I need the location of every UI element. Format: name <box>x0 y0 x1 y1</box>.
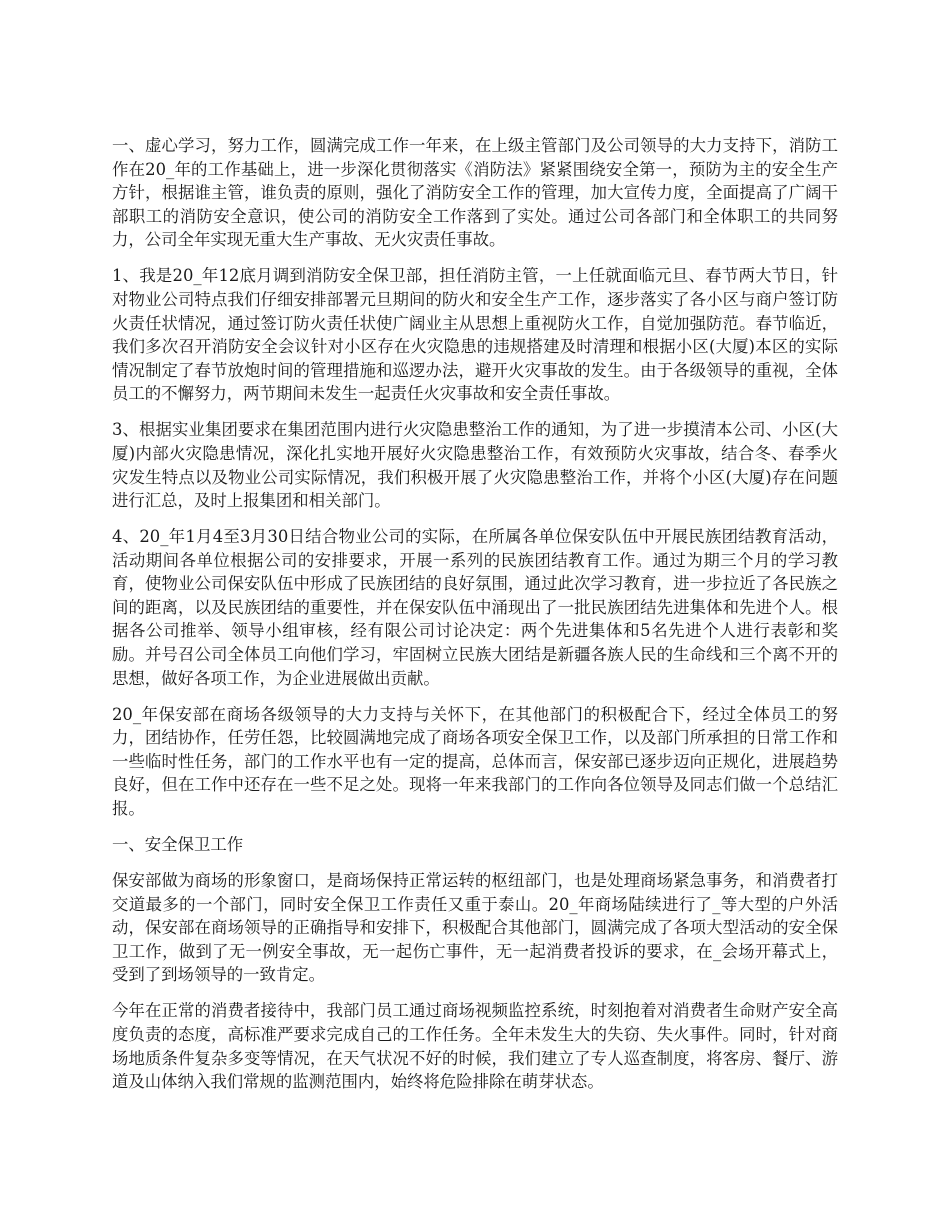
paragraph-2: 1、我是20_年12底月调到消防安全保卫部，担任消防主管，一上任就面临元旦、春节两大节日，针对物业公司特点我们仔细安排部署元旦期间的防火和安全生产工作，逐步落实了各小区与商户签订防火责任状情况，通过签订防火责任状使广阔业主从思想上重视防火工作，自觉加强防范。春节临近，我们多次召开消防安全会议针对小区存在火灾隐患的违规搭建及时清理和根据小区(大厦)本区的实际情况制定了春节放炮时间的管理措施和巡逻办法，避开火灾事故的发生。由于各级领导的重视，全体员工的不懈努力，两节期间未发生一起责任火灾事故和安全责任事故。 <box>112 266 838 404</box>
document-body <box>112 134 838 1106</box>
paragraph-3: 3、根据实业集团要求在集团范围内进行火灾隐患整治工作的通知，为了进一步摸清本公司、小区(大厦)内部火灾隐患情况，深化扎实地开展好火灾隐患整治工作，有效预防火灾事故，结合冬、春季火灾发生特点以及物业公司实际情况，我们积极开展了火灾隐患整治工作，并将个小区(大厦)存在问题进行汇总，及时上报集团和相关部门。 <box>112 420 838 511</box>
section-heading: 一、安全保卫工作 <box>112 834 244 854</box>
paragraph-7: 今年在正常的消费者接待中，我部门员工通过商场视频监控系统，时刻抱着对消费者生命财产安全高度负责的态度，高标准严要求完成自己的工作任务。全年未发生大的失窃、失火事件。同时，针对商场地质条件复杂多变等情况，在天气状况不好的时候，我们建立了专人巡查制度，将客房、餐厅、游道及山体纳入我们常规的监测范围内，始终将危险排除在萌芽状态。 <box>112 1001 838 1092</box>
paragraph-6: 保安部做为商场的形象窗口，是商场保持正常运转的枢纽部门，也是处理商场紧急事务，和消费者打交道最多的一个部门，同时安全保卫工作责任又重于泰山。20_年商场陆续进行了_等大型的户外活动，保安部在商场领导的正确指导和安排下，积极配合其他部门，圆满完成了各项大型活动的安全保卫工作，做到了无一例安全事故，无一起伤亡事件，无一起消费者投诉的要求，在_会场开幕式上，受到了到场领导的一致肯定。 <box>112 870 838 985</box>
paragraph-4: 4、20_年1月4至3月30日结合物业公司的实际，在所属各单位保安队伍中开展民族团结教育活动，活动期间各单位根据公司的安排要求，开展一系列的民族团结教育工作。通过为期三个月的学习教育，使物业公司保安队伍中形成了民族团结的良好氛围，通过此次学习教育，进一步拉近了各民族之间的距离，以及民族团结的重要性，并在保安队伍中涌现出了一批民族团结先进集体和先进个人。根据各公司推举、领导小组审核，经有限公司讨论决定：两个先进集体和5名先进个人进行表彰和奖励。并号召公司全体员工向他们学习，牢固树立民族大团结是新疆各族人民的生命线和三个离不开的思想，做好各项工作，为企业进展做出贡献。 <box>112 527 838 688</box>
paragraph-5: 20_年保安部在商场各级领导的大力支持与关怀下，在其他部门的积极配合下，经过全体员工的努力，团结协作，任劳任怨，比较圆满地完成了商场各项安全保卫工作，以及部门所承担的日常工作和一些临时性任务，部门的工作水平也有一定的提高，总体而言，保安部已逐步迈向正规化，进展趋势良好，但在工作中还存在一些不足之处。现将一年来我部门的工作向各位领导及同志们做一个总结汇报。 <box>112 704 838 818</box>
paragraph-1: 一、虚心学习，努力工作，圆满完成工作一年来，在上级主管部门及公司领导的大力支持下，消防工作在20_年的工作基础上，进一步深化贯彻落实《消防法》紧紧围绕安全第一，预防为主的安全生产方针，根据谁主管，谁负责的原则，强化了消防安全工作的管理，加大宣传力度，全面提高了广阔干部职工的消防安全意识，使公司的消防安全工作落到了实处。通过公司各部门和全体职工的共同努力，公司全年实现无重大生产事故、无火灾责任事故。 <box>112 136 838 250</box>
